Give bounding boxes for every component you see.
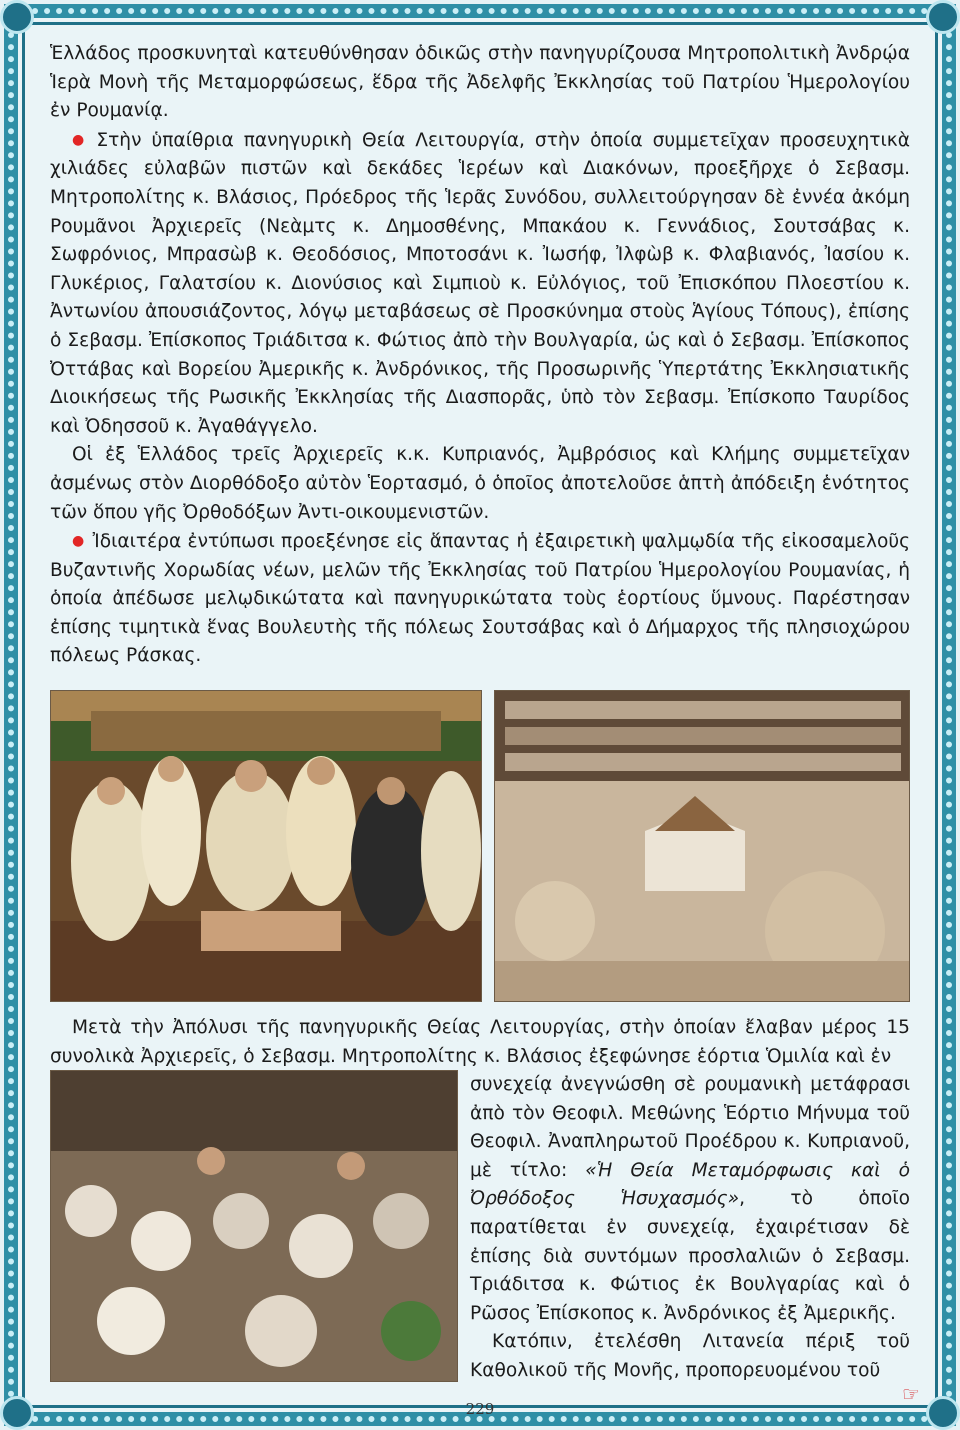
paragraph-5-part-a: συνεχείᾳ ἀνεγνώσθη σὲ ρουμανικὴ μετάφρασι ἀπὸ τὸν Θεοφιλ. Μεθώνης Ἑόρτιο Μήνυμα τοῦ Θεοφιλ. Ἀναπληρωτοῦ Προέδρου κ. Κυπριανοῦ, μὲ τίτλο: bbox=[470, 1074, 910, 1181]
paragraph-2-text: Στὴν ὑπαίθρια πανηγυρικὴ Θεία Λειτουργία, στὴν ὁποία συμμετεῖχαν προσευχητικὰ χιλιάδες εὐλαβῶν πιστῶν καὶ δεκάδες Ἱερέων καὶ Διακόνων, προεξῆρχε ὁ Σεβασμ. Μητροπολίτης κ. Βλάσιος, Πρόεδρος τῆς Ἱερᾶς Συνόδου, συλλειτούργησαν δὲ ἐννέα ἀκόμη Ρουμᾶνοι Ἀρχιερεῖς (Νεὰμτς κ. Δημοσθένης, Μπακάου κ. Γεννάδιος, Σουτσάβας κ. Σωφρόνιος, Μπρασὼβ κ. Θεοδόσιος, Μποτοσάνι κ. Ἰωσήφ, Ἰλφὼβ κ. Φλαβιανός, Ἰασίου κ. Γλυκέριος, Γαλατσίου κ. Διονύσιος καὶ Σιμπιοὺ κ. Εὐλόγιος, τοῦ Ἐπισκόπου Πλοεστίου κ. Ἀντωνίου ἀπουσιάζοντος, λόγῳ μεταβάσεως σὲ Προσκύνημα στοὺς Ἁγίους Τόπους), ἐπίσης ὁ Σεβασμ. Ἐπίσκοπος Τριάδιτσα κ. Φώτιος ἀπὸ τὴν Βουλγαρία, ὡς καὶ ὁ Σεβασμ. Ἐπίσκοπος Ὀττάβας καὶ Βορείου Ἀμερικῆς κ. Ἀνδρόνικος, τῆς Προσωρινῆς Ὑπερτάτης Ἐκκλησιατικῆς Διοικήσεως τῆς Ρωσικῆς Ἐκκλησίας τῆς Διασπορᾶς, ὑπὸ τὸν Σεβασμ. Ἐπίσκοπο Ταυρίδος καὶ Ὀδησσοῦ κ. Ἀγαθάγγελο. bbox=[50, 129, 911, 437]
paragraph-1: Ἑλλάδος προσκυνηταὶ κατευθύνθησαν ὁδικῶς στὴν πανηγυρίζουσα Μητροπολιτικὴ Ἀνδρῴα Ἱερὰ Μονὴ τῆς Μεταμορφώσεως, ἕδρα τῆς Ἀδελφῆς Ἐκκλησίας τοῦ Πατρίου Ἡμερολογίου ἐν Ρουμανίᾳ. bbox=[50, 43, 910, 122]
photo-row bbox=[50, 690, 910, 1002]
article-body-wrapped bbox=[470, 1071, 910, 1386]
paragraph-5-part-b: , τὸ ὁποῖο παρατίθεται ἐν συνεχείᾳ, ἐχαιρέτισαν δὲ ἐπίσης διὰ συντόμων προσλαλιῶν ὁ Σεβασμ. Τριάδιτσα κ. Φώτιος ἐκ Βουλγαρίας καὶ ὁ Ρῶσος Ἐπίσκοπος κ. Ἀνδρόνικος ἐξ Ἀμερικῆς. bbox=[470, 1188, 910, 1324]
continue-arrow-icon: ☞ bbox=[902, 1382, 920, 1406]
article-body-top bbox=[50, 40, 910, 671]
paragraph-3: Οἱ ἐξ Ἑλλάδος τρεῖς Ἀρχιερεῖς κ.κ. Κυπριανός, Ἀμβρόσιος καὶ Κλήμης συμμετεῖχαν ἀσμένως στὸν Διορθόδοξο αὐτὸν Ἑορτασμό, ὁ ὁποῖος ἀποτελοῦσε ἁπτὴ ἀπόδειξη ἑνότητος τῶν ὅπου γῆς Ὀρθοδόξων Ἀντι-οικουμενιστῶν. bbox=[50, 444, 910, 523]
corner-ornament bbox=[0, 0, 34, 34]
corner-ornament bbox=[926, 0, 960, 34]
article-body-after-photos bbox=[50, 1014, 910, 1071]
corner-ornament bbox=[0, 1396, 34, 1430]
bullet-icon: ● bbox=[72, 533, 85, 550]
paragraph-5-intro: Μετὰ τὴν Ἀπόλυσι τῆς πανηγυρικῆς Θείας Λειτουργίας, στὴν ὁποίαν ἔλαβαν μέρος 15 συνολικὰ Ἀρχιερεῖς, ὁ Σεβασμ. Μητροπολίτης κ. Βλάσιος ἐξεφώνησε ἑόρτια Ὁμιλία καὶ ἐν bbox=[50, 1017, 910, 1067]
corner-ornament bbox=[926, 1396, 960, 1430]
photo-hierarchs-image bbox=[51, 691, 482, 1002]
photo-hierarchs-seated bbox=[50, 690, 482, 1002]
paragraph-4-text: Ἰδιαιτέρα ἐντύπωσι προεξένησε εἰς ἅπαντας ἡ ἐξαιρετικὴ ψαλμῳδία τῆς εἰκοσαμελοῦς Βυζαντινῆς Χορωδίας νέων, μελῶν τῆς Ἐκκλησίας τοῦ Πατρίου Ἡμερολογίου Ρουμανίας, ἡ ὁποία ἀπέδωσε μελῳδικώτατα καὶ πανηγυρικώτατα τοὺς ἑορτίους ὕμνους. Παρέστησαν ἐπίσης τιμητικὰ ἕνας Βουλευτὴς τῆς πόλεως Σουτσάβας καὶ ὁ Δήμαρχος τῆς πλησιοχώρου πόλεως Ράσκας. bbox=[50, 531, 911, 667]
photo-procession-crowd bbox=[50, 1070, 458, 1382]
photo-crowd-image bbox=[495, 691, 910, 1002]
photo-crowd-courtyard bbox=[494, 690, 910, 1002]
bullet-icon: ● bbox=[72, 131, 89, 148]
paragraph-6: Κατόπιν, ἐτελέσθη Λιτανεία πέριξ τοῦ Καθολικοῦ τῆς Μονῆς, προπορευομένου τοῦ bbox=[470, 1331, 910, 1381]
paragraph-2 bbox=[50, 126, 910, 442]
page-number: 229 bbox=[465, 1400, 495, 1418]
message-title: «Ἡ Θεία Μεταμόρφωσις καὶ ὁ Ὀρθόδοξος Ἡσυχασμός» bbox=[470, 1159, 910, 1210]
paragraph-5-continued bbox=[470, 1071, 910, 1328]
paragraph-4 bbox=[50, 527, 910, 671]
photo-procession-image bbox=[51, 1071, 458, 1382]
